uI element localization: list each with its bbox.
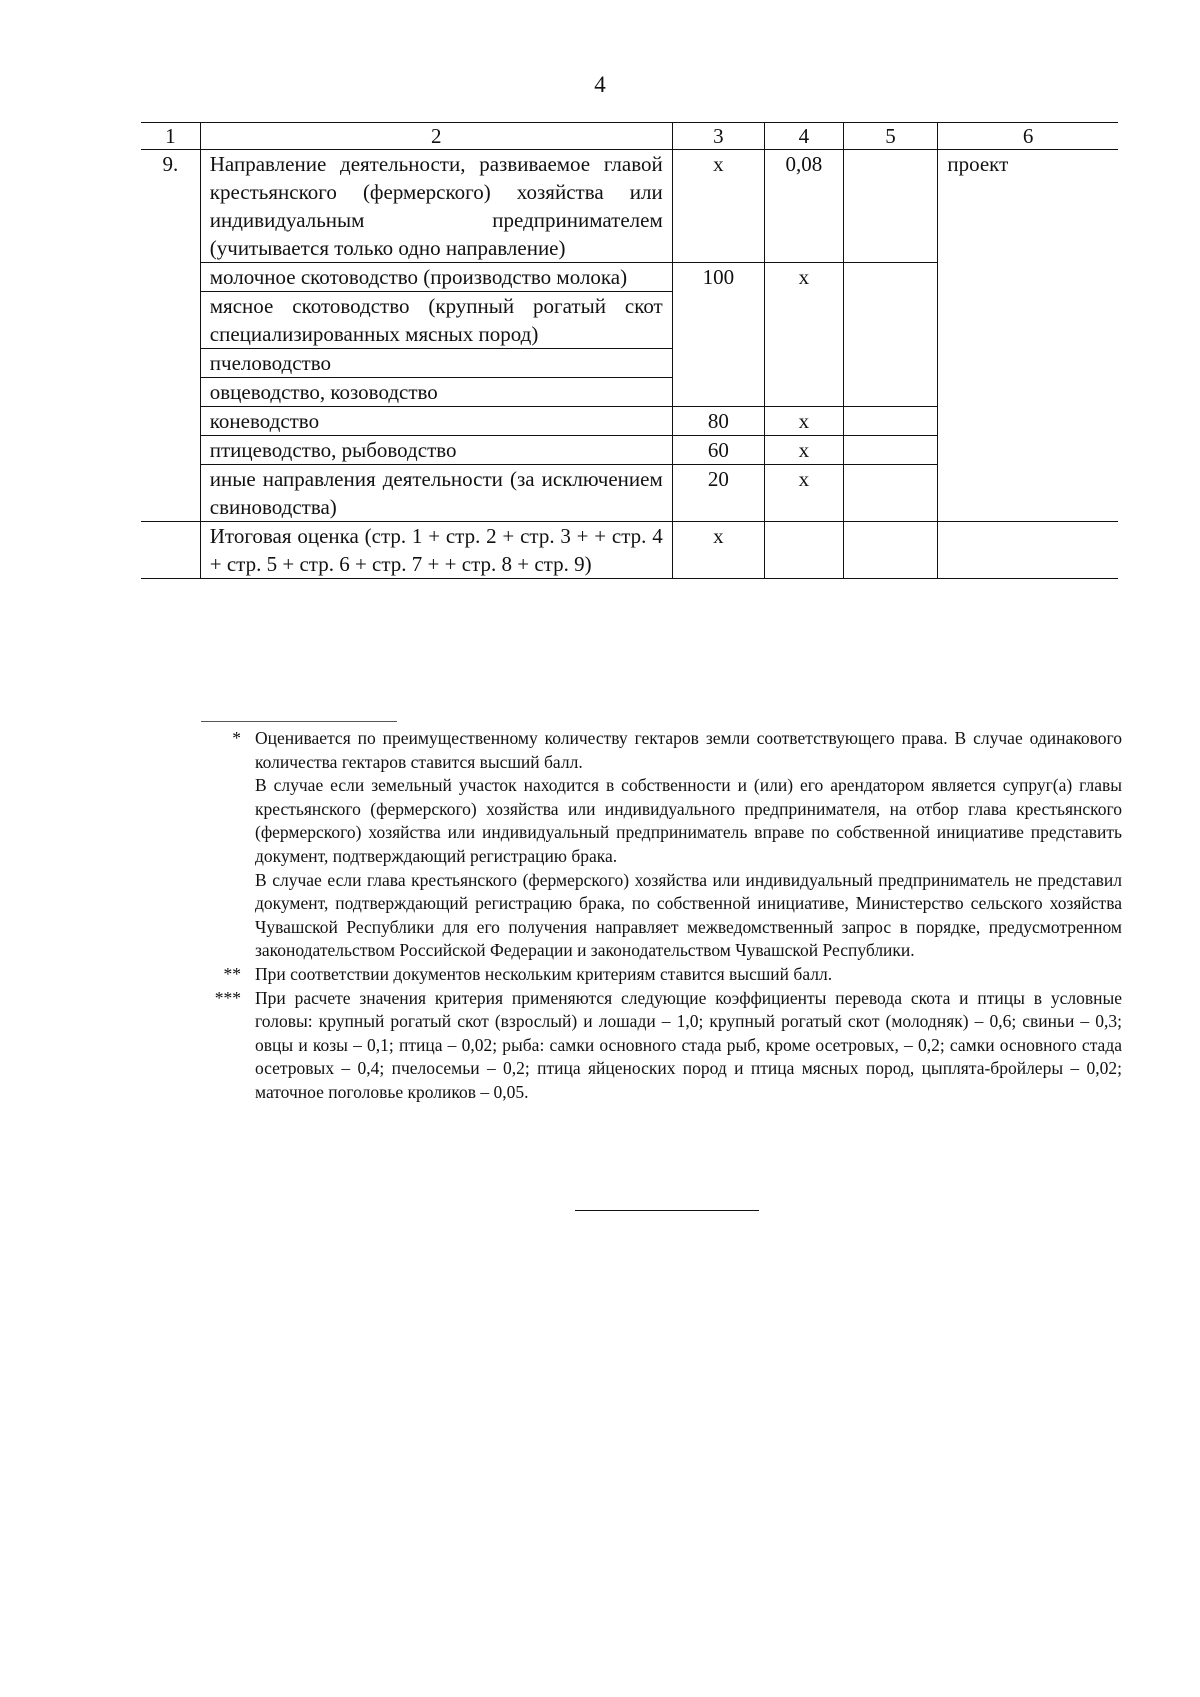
- footnote-mark: *: [232, 728, 241, 748]
- footnote-body: [255, 963, 1122, 987]
- criterion-title: Направление деятельности, развиваемое главой крестьянского (фермерского) хозяйства или индивидуальным предпринимателем (учитывается только одно направление): [200, 150, 672, 263]
- header-cell-1: 1: [141, 123, 200, 150]
- total-col5: [843, 522, 938, 579]
- cell-col3: 100: [672, 263, 764, 407]
- row-number: 9.: [162, 152, 179, 176]
- criteria-table: [141, 122, 1118, 579]
- header-cell-5: 5: [843, 123, 938, 150]
- sub-criterion-label: иные направления деятельности (за исключением свиноводства): [200, 465, 672, 522]
- cell-col3: х: [672, 150, 764, 263]
- cell-col4: х: [765, 436, 844, 465]
- cell-col6: проект: [938, 150, 1118, 522]
- footnote-body: [255, 727, 1122, 963]
- cell-col4: х: [765, 465, 844, 522]
- cell-col3: 60: [672, 436, 764, 465]
- sub-criterion-label: коневодство: [200, 407, 672, 436]
- total-number-cell: [141, 522, 200, 579]
- total-col6: [938, 522, 1118, 579]
- footnote-paragraph: При расчете значения критерия применяются следующие коэффициенты перевода скота и птицы в условные головы: крупный рогатый скот (взрослый) и лошади – 1,0; крупный рогатый скот (молодняк) – 0,6; свиньи – 0,3; овцы и козы – 0,1; птица – 0,02; рыба: самки основного стада рыб, кроме осетровых, – 0,2; самки основного стада осетровых – 0,4; пчелосемьи – 0,2; птица яйценоских пород и птица мясных пород, цыплята-бройлеры – 0,02; маточное поголовье кроликов – 0,05.: [255, 987, 1122, 1102]
- header-cell-4: 4: [765, 123, 844, 150]
- end-of-document-rule: [575, 1210, 759, 1211]
- cell-col5: [843, 436, 938, 465]
- cell-col4: 0,08: [765, 150, 844, 263]
- footnote-paragraph: В случае если глава крестьянского (фермерского) хозяйства или индивидуальный предприниматель не представил документ, подтверждающий регистрацию брака, по собственной инициативе, Министерство сельского хозяйства Чувашской Республики для его получения направляет межведомственный запрос в порядке, предусмотренном законодательством Российской Федерации и законодательством Чувашской Республики.: [255, 869, 1122, 961]
- table-header-row: [141, 123, 1118, 150]
- footnote-mark: **: [223, 963, 241, 984]
- cell-col4: х: [765, 263, 844, 407]
- header-cell-6: 6: [938, 123, 1118, 150]
- footnote-2: [195, 963, 1122, 987]
- footnote-separator: [201, 721, 397, 722]
- total-col3: х: [672, 522, 764, 579]
- sub-criterion-label: молочное скотоводство (производство молока): [200, 263, 672, 292]
- footnotes: [195, 727, 1122, 1105]
- footnote-paragraph: При соответствии документов нескольким критериям ставится высший балл.: [255, 963, 833, 984]
- footnote-body: [255, 987, 1122, 1105]
- sub-criterion-label: птицеводство, рыбоводство: [200, 436, 672, 465]
- total-label: Итоговая оценка (стр. 1 + стр. 2 + стр. 3 + + стр. 4 + стр. 5 + стр. 6 + стр. 7 + + стр. 8 + стр. 9): [200, 522, 672, 579]
- footnote-paragraph: Оценивается по преимущественному количеству гектаров земли соответствующего права. В случае одинакового количества гектаров ставится высший балл.: [255, 728, 1122, 772]
- cell-col3: 20: [672, 465, 764, 522]
- cell-col5: [843, 263, 938, 407]
- table-row: [141, 150, 1118, 263]
- footnote-3: [195, 987, 1122, 1105]
- header-cell-2: 2: [200, 123, 672, 150]
- header-cell-3: 3: [672, 123, 764, 150]
- page-number: 4: [594, 72, 606, 97]
- cell-col5: [843, 465, 938, 522]
- footnote-1: [195, 727, 1122, 963]
- footnote-paragraph: В случае если земельный участок находится в собственности и (или) его арендатором является супруг(а) главы крестьянского (фермерского) хозяйства или индивидуального предпринимателя, на отбор глава крестьянского (фермерского) хозяйства или индивидуальный предприниматель вправе по собственной инициативе представить документ, подтверждающий регистрацию брака.: [255, 775, 1122, 866]
- cell-col5: [843, 407, 938, 436]
- cell-col4: х: [765, 407, 844, 436]
- cell-col5: [843, 150, 938, 263]
- footnote-mark: ***: [214, 987, 241, 1008]
- table-total-row: [141, 522, 1118, 579]
- sub-criterion-label: пчеловодство: [200, 349, 672, 378]
- sub-criterion-label: мясное скотоводство (крупный рогатый скот специализированных мясных пород): [200, 292, 672, 349]
- total-col4: [765, 522, 844, 579]
- sub-criterion-label: овцеводство, козоводство: [200, 378, 672, 407]
- cell-col3: 80: [672, 407, 764, 436]
